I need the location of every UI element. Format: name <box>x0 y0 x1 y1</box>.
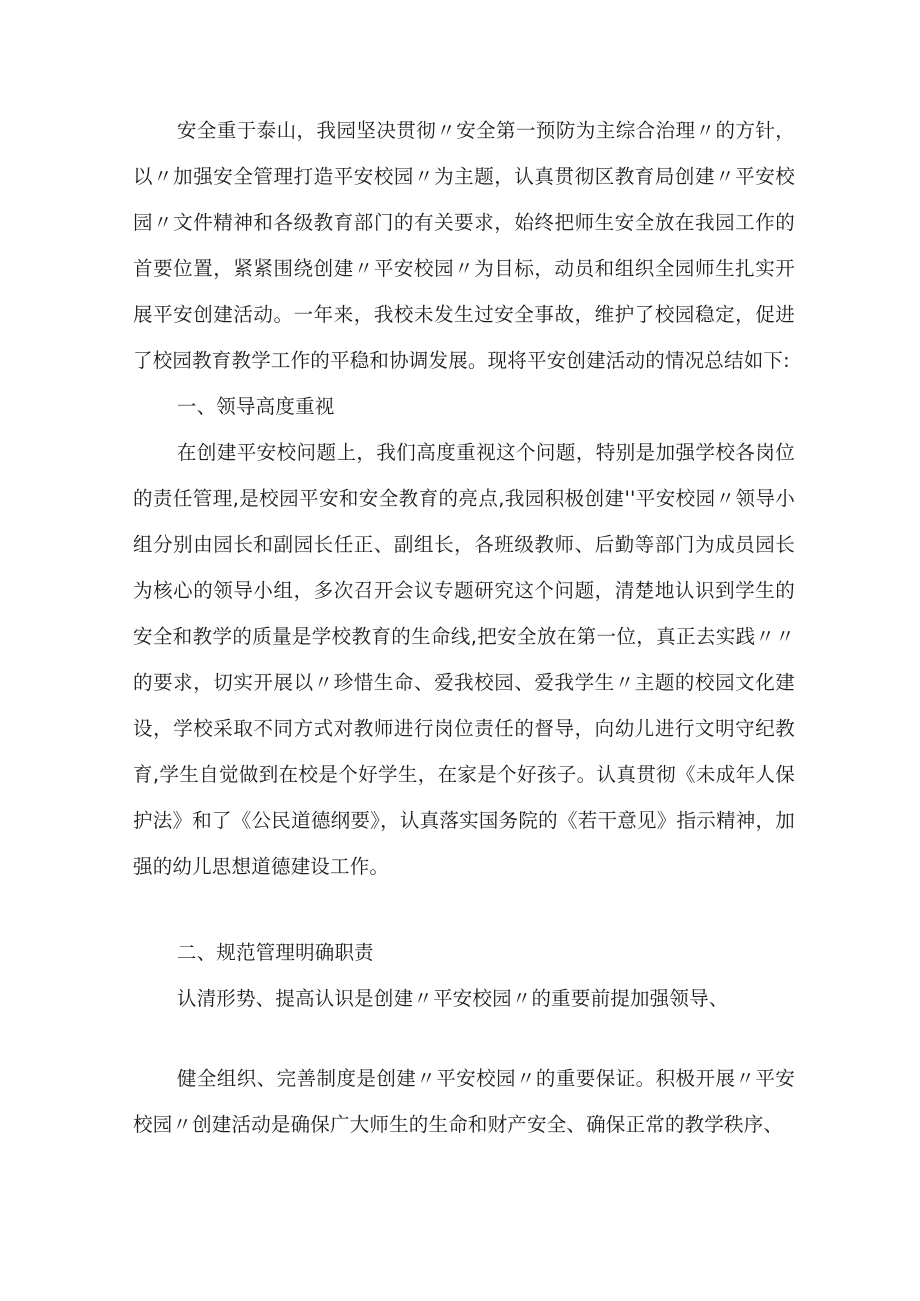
body-paragraph: 在创建平安校问题上，我们高度重视这个问题，特别是加强学校各岗位的责任管理,是校园平安和安全教育的亮点,我园积极创建''平安校园〃领导小组分别由园长和副园长任正、副组长，各班级教师、后勤等部门为成员园长为核心的领导小组，多次召开会议专题研究这个问题，清楚地认识到学生的安全和教学的质量是学校教育的生命线,把安全放在第一位，真正去实践〃〃的要求，切实开展以〃珍惜生命、爱我校园、爱我学生〃主题的校园文化建设，学校采取不同方式对教师进行岗位责任的督导，向幼儿进行文明守纪教育,学生自觉做到在校是个好学生，在家是个好孩子。认真贯彻《未成年人保护法》和了《公民道德纲要》，认真落实国务院的《若干意见》指示精神，加强的幼儿思想道德建设工作。 <box>133 441 795 878</box>
body-paragraph: 认清形势、提高认识是创建〃平安校园〃的重要前提加强领导、 <box>176 987 729 1010</box>
text-block <box>133 930 795 1022</box>
body-paragraph: 健全组织、完善制度是创建〃平安校园〃的重要保证。积极开展〃平安校园〃创建活动是确保广大师生的生命和财产安全、确保正常的教学秩序、 <box>133 1067 795 1136</box>
text-block <box>133 108 795 890</box>
section-heading: 一、领导高度重视 <box>176 395 335 418</box>
intro-paragraph: 安全重于泰山，我园坚决贯彻〃安全第一预防为主综合治理〃的方针，以〃加强安全管理打造平安校园〃为主题，认真贯彻区教育局创建〃平安校园〃文件精神和各级教育部门的有关要求，始终把师生安全放在我园工作的首要位置，紧紧围绕创建〃平安校园〃为目标，动员和组织全园师生扎实开展平安创建活动。一年来，我校未发生过安全事故，维护了校园稳定，促进了校园教育教学工作的平稳和协调发展。现将平安创建活动的情况总结如下: <box>133 119 795 372</box>
section-heading: 二、规范管理明确职责 <box>176 941 374 964</box>
text-block <box>133 1056 795 1148</box>
